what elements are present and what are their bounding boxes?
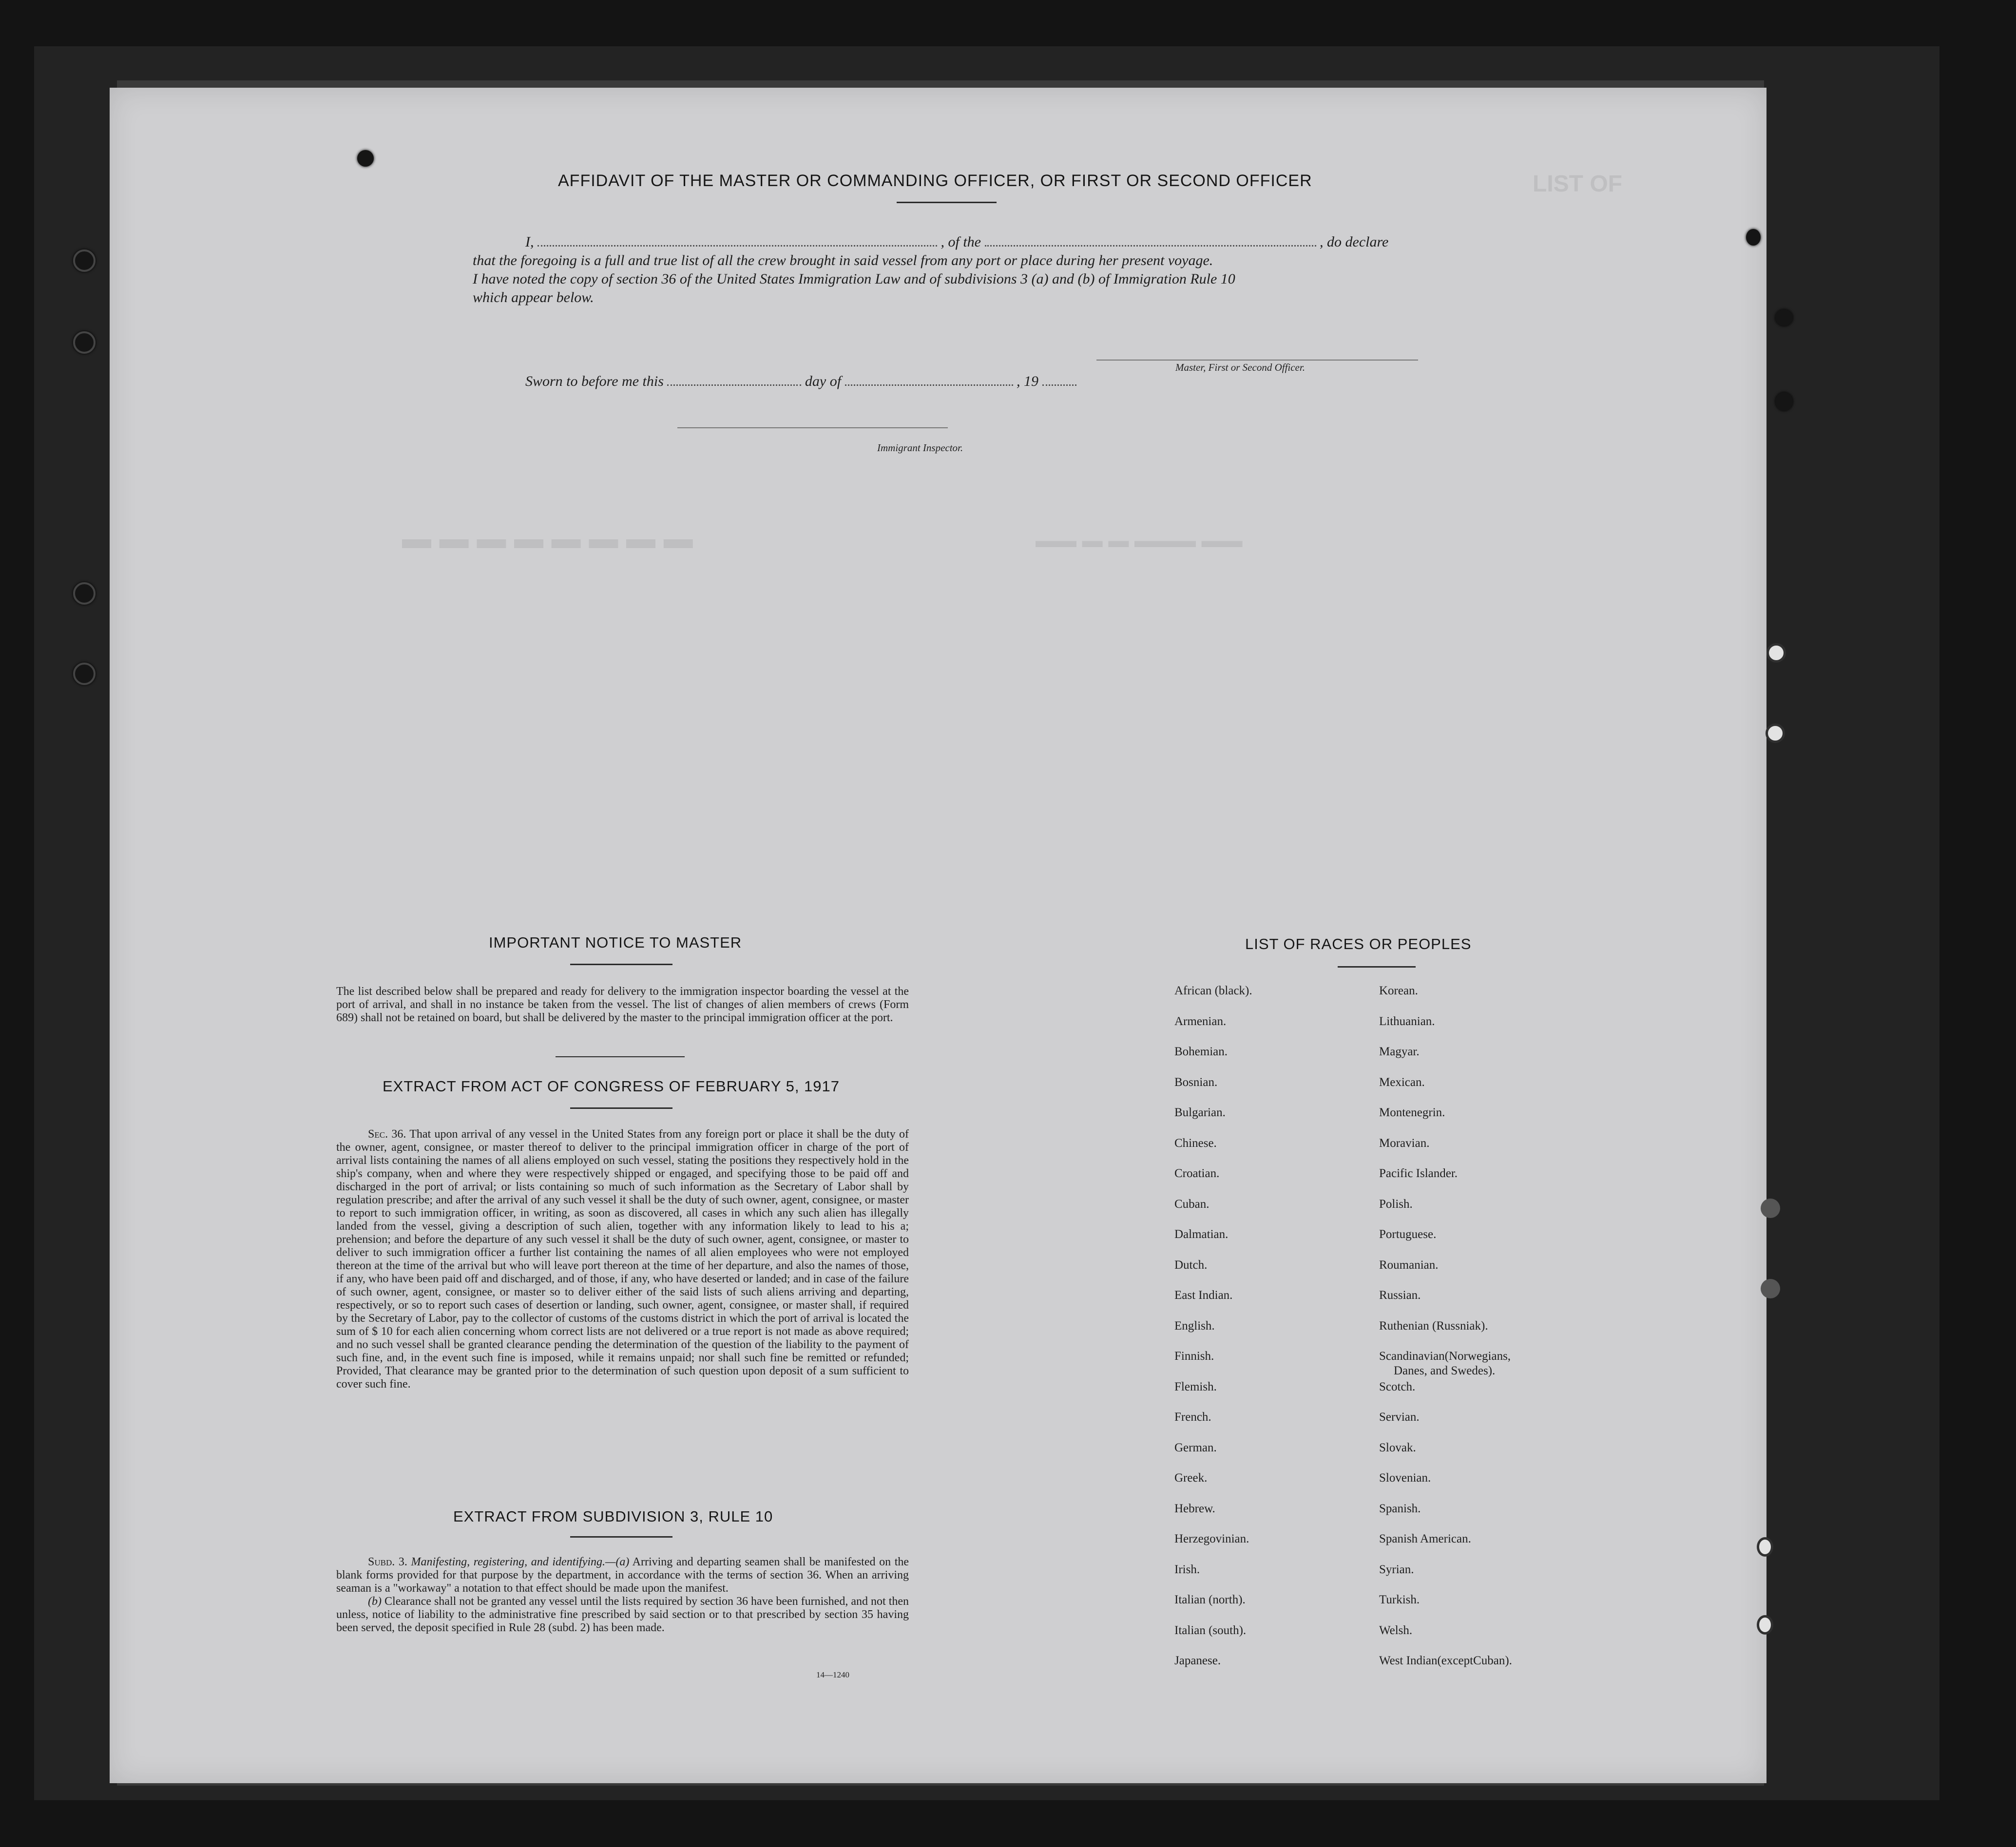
rule-extract-title: EXTRACT FROM SUBDIVISION 3, RULE 10 bbox=[453, 1508, 773, 1525]
subdivision-label: Subd. 3. bbox=[368, 1556, 407, 1568]
do-declare-label: , do declare bbox=[1320, 234, 1389, 250]
inspector-signature-label: Immigrant Inspector. bbox=[877, 442, 963, 454]
race-item: Korean. bbox=[1379, 984, 1418, 997]
section-label: Sec. 36. bbox=[368, 1128, 406, 1141]
race-item: Scandinavian(Norwegians, bbox=[1379, 1350, 1511, 1363]
bleed-through-text: ▬▬ ▬ ▬ ▬▬▬ ▬▬ bbox=[1036, 529, 1243, 552]
day-of-label: day of bbox=[805, 373, 842, 389]
race-item: Servian. bbox=[1379, 1410, 1420, 1424]
punch-hole bbox=[1761, 1199, 1780, 1218]
act-extract-body bbox=[336, 1128, 909, 1391]
race-item: Montenegrin. bbox=[1379, 1106, 1445, 1119]
race-item: Greek. bbox=[1174, 1471, 1208, 1485]
declarant-prefix: I, bbox=[525, 234, 534, 250]
act-extract-title: EXTRACT FROM ACT OF CONGRESS OF FEBRUARY 5, 1917 bbox=[383, 1078, 840, 1095]
day-blank bbox=[667, 373, 801, 386]
race-item: Syrian. bbox=[1379, 1562, 1414, 1576]
declaration-line-2: that the foregoing is a full and true list of all the crew brought in said vessel from any port or place during her present voyage. bbox=[473, 252, 1213, 268]
race-item: Croatian. bbox=[1174, 1167, 1220, 1180]
race-item: Japanese. bbox=[1174, 1654, 1221, 1667]
race-item: West Indian(exceptCuban). bbox=[1379, 1654, 1512, 1667]
rule-extract-rule bbox=[570, 1536, 672, 1538]
form-number: 14—1240 bbox=[816, 1670, 849, 1679]
race-item: Irish. bbox=[1174, 1562, 1200, 1576]
punch-hole bbox=[1766, 724, 1785, 743]
subdivision-title: Manifesting, registering, and identifying.—(a) bbox=[411, 1556, 630, 1568]
bleed-through-text: LIST OF bbox=[1533, 171, 1622, 197]
year-label: , 19 bbox=[1017, 373, 1039, 389]
section-divider bbox=[556, 1056, 685, 1057]
notice-rule bbox=[570, 964, 672, 965]
race-item: Scotch. bbox=[1379, 1380, 1416, 1393]
sworn-prefix: Sworn to before me this bbox=[525, 373, 664, 389]
race-item: Lithuanian. bbox=[1379, 1014, 1435, 1028]
month-blank bbox=[845, 373, 1013, 386]
races-rule bbox=[1338, 966, 1416, 968]
subdivision-b-text: Clearance shall not be granted any vessel until the lists required by section 36 have been furnished, and not then unless, notice of liability to the administrative fine prescribed by said section or to that prescribed by section 35 having been served, the deposit specified in Rule 28 (subd. 2) has been made. bbox=[336, 1595, 909, 1634]
race-item: Flemish. bbox=[1174, 1380, 1217, 1393]
race-item: Herzegovinian. bbox=[1174, 1532, 1249, 1545]
name-blank bbox=[538, 233, 937, 247]
race-item: East Indian. bbox=[1174, 1289, 1233, 1302]
race-item: English. bbox=[1174, 1319, 1215, 1333]
rule-extract-body bbox=[336, 1556, 909, 1635]
race-item: Turkish. bbox=[1379, 1593, 1420, 1606]
vessel-blank bbox=[985, 233, 1316, 247]
race-item: Dalmatian. bbox=[1174, 1228, 1229, 1241]
subdivision-b-label: (b) bbox=[368, 1595, 382, 1608]
race-item: French. bbox=[1174, 1410, 1211, 1424]
declaration-line-3: I have noted the copy of section 36 of the United States Immigration Law and of subdivisions 3 (a) and (b) of Immigration Rule 10 bbox=[473, 271, 1235, 287]
punch-hole bbox=[1757, 1537, 1773, 1557]
subdivision-a-text: Arriving and departing seamen shall be manifested on the blank forms provided for that purpose by the department, in accordance with the terms of section 36. When an arriving seaman is a "workaway" a notation to that effect should be made upon the manifest. bbox=[336, 1556, 909, 1595]
punch-hole bbox=[1775, 309, 1793, 326]
document-page bbox=[110, 88, 1766, 1783]
binder-hole bbox=[73, 331, 96, 354]
races-title: LIST OF RACES OR PEOPLES bbox=[1245, 935, 1472, 952]
race-item: Hebrew. bbox=[1174, 1502, 1215, 1515]
punch-hole bbox=[1775, 392, 1793, 411]
race-item: Magyar. bbox=[1379, 1045, 1420, 1058]
race-item: Bulgarian. bbox=[1174, 1106, 1226, 1119]
race-item: Danes, and Swedes). bbox=[1394, 1364, 1496, 1377]
punch-hole bbox=[1766, 643, 1786, 663]
race-item: African (black). bbox=[1174, 984, 1252, 997]
affidavit-title: AFFIDAVIT OF THE MASTER OR COMMANDING OFFICER, OR FIRST OR SECOND OFFICER bbox=[558, 171, 1312, 190]
race-item: Cuban. bbox=[1174, 1197, 1210, 1211]
race-item: Italian (north). bbox=[1174, 1593, 1246, 1606]
year-blank bbox=[1042, 373, 1076, 386]
race-item: Polish. bbox=[1379, 1197, 1413, 1211]
race-item: Spanish. bbox=[1379, 1502, 1421, 1515]
punch-hole bbox=[1761, 1279, 1780, 1298]
race-item: Pacific Islander. bbox=[1379, 1167, 1458, 1180]
race-item: Portuguese. bbox=[1379, 1228, 1437, 1241]
race-item: Finnish. bbox=[1174, 1350, 1214, 1363]
binder-hole bbox=[73, 582, 96, 605]
declaration-text bbox=[473, 233, 1423, 307]
race-item: German. bbox=[1174, 1441, 1217, 1454]
notice-body: The list described below shall be prepared and ready for delivery to the immigration inspector boarding the vessel at the port of arrival, and shall in no instance be taken from the vessel. The list of changes of alien members of crews (Form 689) shall not be retained on board, but shall be delivered by the master to the principal immigration officer at the port. bbox=[336, 985, 909, 1024]
of-the-label: , of the bbox=[941, 234, 981, 250]
bleed-through-text: ▬ ▬ ▬ ▬ ▬ ▬ ▬ ▬ bbox=[402, 522, 693, 554]
punch-hole bbox=[1757, 1615, 1773, 1635]
race-item: Slovenian. bbox=[1379, 1471, 1431, 1485]
declaration-line-4: which appear below. bbox=[473, 289, 594, 305]
sworn-line bbox=[525, 373, 1076, 390]
punch-hole bbox=[1746, 229, 1761, 246]
master-signature-line bbox=[1096, 360, 1418, 361]
title-rule bbox=[897, 202, 997, 203]
race-item: Russian. bbox=[1379, 1289, 1421, 1302]
act-extract-rule bbox=[570, 1107, 672, 1109]
race-item: Dutch. bbox=[1174, 1258, 1208, 1272]
race-item: Welsh. bbox=[1379, 1623, 1413, 1637]
race-item: Armenian. bbox=[1174, 1014, 1227, 1028]
binder-hole bbox=[73, 663, 96, 685]
declaration-line-1 bbox=[473, 233, 1423, 251]
race-item: Ruthenian (Russniak). bbox=[1379, 1319, 1488, 1333]
race-item: Chinese. bbox=[1174, 1136, 1217, 1150]
race-item: Italian (south). bbox=[1174, 1623, 1247, 1637]
race-item: Bohemian. bbox=[1174, 1045, 1228, 1058]
inspector-signature-line bbox=[677, 427, 948, 428]
notice-title: IMPORTANT NOTICE TO MASTER bbox=[489, 934, 742, 951]
race-item: Mexican. bbox=[1379, 1075, 1425, 1089]
race-item: Slovak. bbox=[1379, 1441, 1416, 1454]
race-item: Spanish American. bbox=[1379, 1532, 1471, 1545]
race-item: Bosnian. bbox=[1174, 1075, 1218, 1089]
race-item: Moravian. bbox=[1379, 1136, 1430, 1150]
punch-hole bbox=[357, 150, 374, 167]
race-item: Roumanian. bbox=[1379, 1258, 1439, 1272]
section-36-text: That upon arrival of any vessel in the United States from any foreign port or place it shall be the duty of the owner, agent, consignee, or master thereof to deliver to the principal immigration officer in charge of the port of arrival lists containing the names of all aliens employed on such vessel, stating the positions they respectively hold in the ship's company, when and where they were respectively shipped or engaged, and specifying those to be paid off and discharged in the port of arrival; or lists containing so much of such information as the Secretary of Labor shall by regulation prescribe; and after the arrival of any such vessel it shall be the duty of such owner, agent, consignee, or master to report to such immigration officer, in writing, as soon as discovered, all cases in which any such alien has illegally landed from the vessel, giving a description of such alien, together with any information likely to lead to his a; prehension; and before the departure of any such vessel it shall be the duty of such owner, agent, consignee, or master to deliver to such immigration officer a further list containing the names of all alien employees who were not employed thereon at the time of the arrival but who will leave port thereon at the time of her departure, and also the names of those, if any, who have been paid off and discharged, and of those, if any, who have deserted or landed; and in case of the failure of such owner, agent, consignee, or master so to deliver either of the said lists of such aliens arriving and departing, respectively, or so to report such cases of desertion or landing, such owner, agent, consignee, or master shall, if required by the Secretary of Labor, pay to the collector of customs of the customs district in which the port of arrival is located the sum of $ 10 for each alien concerning whom correct lists are not delivered or a true report is not made as above required; and no such vessel shall be granted clearance pending the determination of the question of the liability to the payment of such fine, and, in the event such fine is imposed, while it remains unpaid; nor shall such fine be remitted or refunded; Provided, That clearance may be granted prior to the determination of such question upon deposit of a sum sufficient to cover such fine. bbox=[336, 1128, 909, 1390]
master-signature-label: Master, First or Second Officer. bbox=[1175, 362, 1305, 373]
binder-hole bbox=[73, 249, 96, 272]
